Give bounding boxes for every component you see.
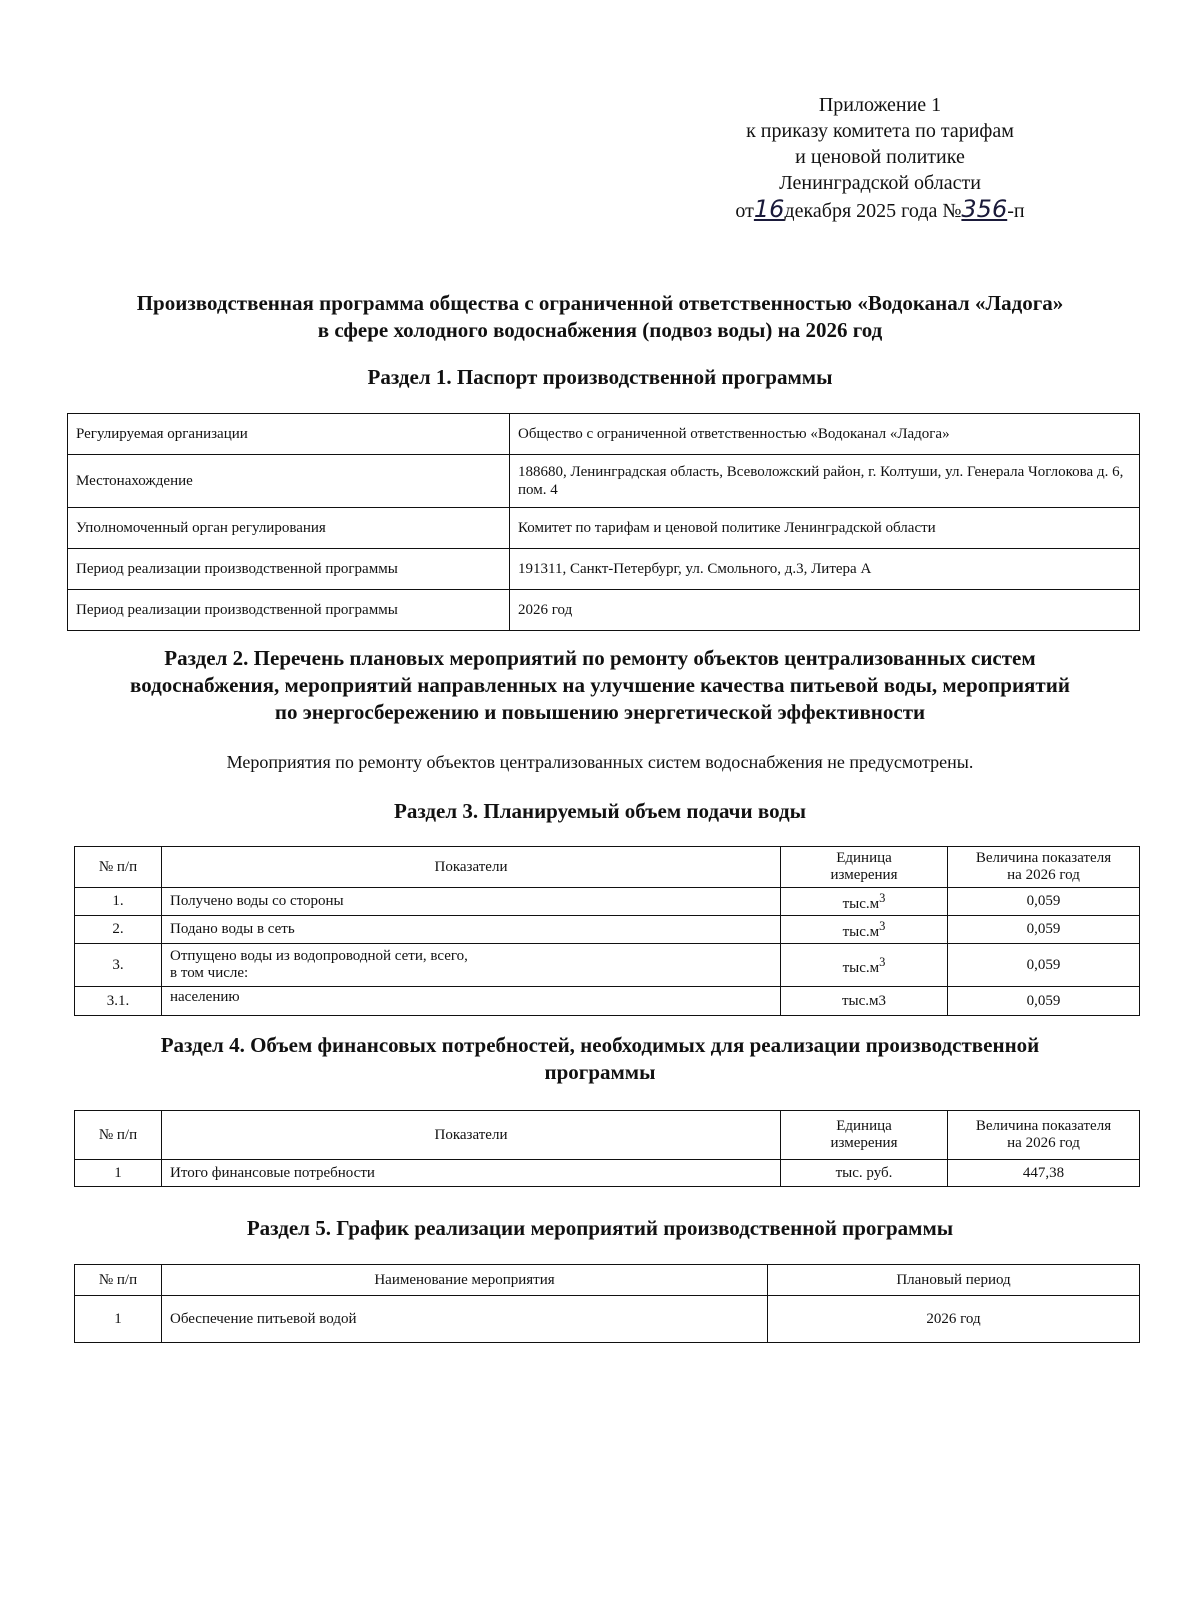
table-row — [75, 944, 1140, 987]
header-value-line-1: Величина показателя — [975, 1118, 1112, 1134]
row-value: 0,059 — [948, 888, 1140, 916]
table-row — [68, 508, 1140, 549]
table-row — [68, 455, 1140, 508]
row-unit: тыс.м3 — [781, 987, 948, 1016]
section-2-heading — [60, 645, 1140, 726]
appendix-line-3: и ценовой политике — [795, 146, 965, 168]
row-indicator: населению — [162, 987, 781, 1016]
section-5-heading: Раздел 5. График реализации мероприятий производственной программы — [246, 1216, 954, 1240]
row-indicator: Отпущено воды из водопроводной сети, всего, в том числе: — [162, 944, 781, 987]
header-value-line-2: на 2026 год — [1007, 1135, 1080, 1151]
section-4-heading-line-2: программы — [544, 1060, 656, 1084]
row-unit: $тыс.м^3$ — [781, 916, 948, 944]
table-header-row — [75, 1265, 1140, 1296]
row-unit: $тыс.м^3$ — [781, 944, 948, 987]
row-value: Общество с ограниченной ответственностью «Водоканал «Ладога» — [510, 414, 1140, 455]
row-num: 3. — [75, 944, 162, 987]
header-indicator: Показатели — [162, 1111, 781, 1160]
section-2-note: Мероприятия по ремонту объектов централизованных систем водоснабжения не предусмотрены. — [226, 752, 974, 772]
appendix-line-4: Ленинградской области — [779, 172, 981, 194]
section-2-heading-line-3: по энергосбережению и повышению энергетической эффективности — [274, 700, 926, 724]
row-label: Регулируемая организации — [68, 414, 510, 455]
row-num: 1 — [75, 1160, 162, 1187]
row-value: 447,38 — [948, 1160, 1140, 1187]
order-date-line — [700, 196, 1060, 224]
header-unit-line-1: Единица — [836, 1118, 892, 1134]
header-num: № п/п — [75, 1265, 162, 1296]
header-value — [948, 847, 1140, 888]
row-label: Уполномоченный орган регулирования — [68, 508, 510, 549]
table-row — [68, 414, 1140, 455]
schedule-table — [74, 1264, 1140, 1343]
table-header-row — [75, 1111, 1140, 1160]
handwritten-order-number: 356 — [961, 195, 1008, 223]
row-unit: тыс. руб. — [781, 1160, 948, 1187]
title-line-1: Производственная программа общества с ограниченной ответственностью «Водоканал «Ладога» — [136, 291, 1064, 315]
appendix-header — [700, 92, 1060, 224]
handwritten-day: 16 — [753, 195, 785, 223]
table-row — [75, 987, 1140, 1016]
header-unit-line-2: измерения — [830, 1135, 898, 1151]
document-title — [60, 290, 1140, 344]
section-4-heading-line-1: Раздел 4. Объем финансовых потребностей, необходимых для реализации производственной — [160, 1033, 1040, 1057]
table-row — [75, 888, 1140, 916]
row-value: Комитет по тарифам и ценовой политике Ленинградской области — [510, 508, 1140, 549]
date-month-year: декабря 2025 года № — [784, 200, 962, 222]
row-indicator: Подано воды в сеть — [162, 916, 781, 944]
table-row — [75, 916, 1140, 944]
header-name: Наименование мероприятия — [162, 1265, 768, 1296]
row-label: Местонахождение — [68, 455, 510, 508]
header-value-line-1: Величина показателя — [975, 850, 1112, 866]
table-row — [68, 549, 1140, 590]
section-1-heading: Раздел 1. Паспорт производственной программы — [367, 365, 833, 389]
row-label: Период реализации производственной программы — [68, 549, 510, 590]
row-name: Обеспечение питьевой водой — [162, 1296, 768, 1343]
row-num: 1 — [75, 1296, 162, 1343]
row-label: Период реализации производственной программы — [68, 590, 510, 631]
table-row — [75, 1296, 1140, 1343]
passport-table — [67, 413, 1140, 631]
row-indicator: Итого финансовые потребности — [162, 1160, 781, 1187]
table-row — [75, 1160, 1140, 1187]
row-num: 3.1. — [75, 987, 162, 1016]
header-unit-line-1: Единица — [836, 850, 892, 866]
row-unit: $тыс.м^3$ — [781, 888, 948, 916]
table-row — [68, 590, 1140, 631]
row-num: 1. — [75, 888, 162, 916]
header-unit — [781, 847, 948, 888]
row-period: 2026 год — [768, 1296, 1140, 1343]
header-num: № п/п — [75, 1111, 162, 1160]
date-prefix: от — [735, 200, 754, 222]
title-line-2: в сфере холодного водоснабжения (подвоз воды) на 2026 год — [317, 318, 883, 342]
header-num: № п/п — [75, 847, 162, 888]
row-value: 0,059 — [948, 916, 1140, 944]
section-2-heading-line-2: водоснабжения, мероприятий направленных на улучшение качества питьевой воды, мероприятий — [130, 673, 1070, 697]
row-value: 0,059 — [948, 944, 1140, 987]
row-num: 2. — [75, 916, 162, 944]
header-value-line-2: на 2026 год — [1007, 867, 1080, 883]
order-suffix: -п — [1007, 200, 1025, 222]
appendix-line-1: Приложение 1 — [818, 94, 942, 116]
row-indicator: Получено воды со стороны — [162, 888, 781, 916]
financial-needs-table — [74, 1110, 1140, 1187]
section-3-heading: Раздел 3. Планируемый объем подачи воды — [394, 799, 806, 823]
header-indicator: Показатели — [162, 847, 781, 888]
row-value: 191311, Санкт-Петербург, ул. Смольного, д.3, Литера А — [510, 549, 1140, 590]
appendix-line-2: к приказу комитета по тарифам — [746, 120, 1014, 142]
header-value — [948, 1111, 1140, 1160]
header-unit — [781, 1111, 948, 1160]
section-2-heading-line-1: Раздел 2. Перечень плановых мероприятий по ремонту объектов централизованных систем — [164, 646, 1036, 670]
row-value: 2026 год — [510, 590, 1140, 631]
table-header-row — [75, 847, 1140, 888]
header-period: Плановый период — [768, 1265, 1140, 1296]
row-value: 0,059 — [948, 987, 1140, 1016]
section-4-heading — [60, 1032, 1140, 1086]
row-value: 188680, Ленинградская область, Всеволожский район, г. Колтуши, ул. Генерала Чоглокова д. 6, пом. 4 — [510, 455, 1140, 508]
water-supply-table — [74, 846, 1140, 1016]
header-unit-line-2: измерения — [830, 867, 898, 883]
